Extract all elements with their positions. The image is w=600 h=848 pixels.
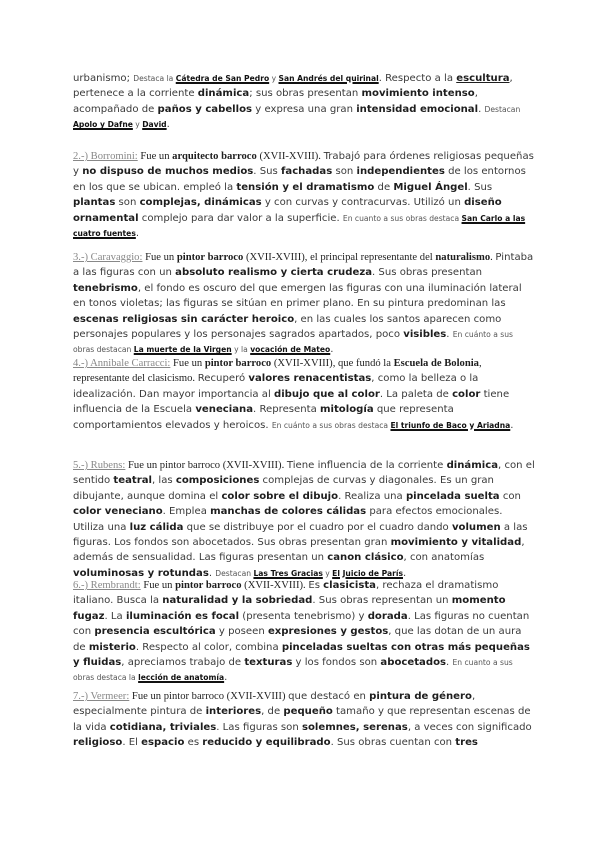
text: Tiene influencia de la corriente <box>286 460 447 471</box>
text: (XVII-XVIII). <box>256 151 324 162</box>
text: (XVII-XVIII). <box>241 580 309 591</box>
text: . Representa <box>253 404 320 416</box>
text: . Las figuras no cuentan con <box>73 610 530 638</box>
text: . <box>224 672 228 684</box>
keyword: complejas, dinámicas <box>139 197 262 209</box>
text: Fue un <box>142 252 177 263</box>
text: , rechaza el dramatismo italiano. Busca la <box>73 580 499 607</box>
text: para efectos emocionales. Utiliza una <box>73 506 503 533</box>
text: Fue un <box>170 358 205 369</box>
keyword: dinámica <box>446 460 499 471</box>
keyword: dinámica <box>197 88 250 100</box>
small-text: y <box>269 74 279 83</box>
keyword: pinceladas sueltas con otras más pequeñas y fluidas <box>73 641 530 669</box>
text: complejo para dar valor a la superficie. <box>138 212 343 224</box>
text: , con el sentido <box>73 460 535 487</box>
work-title: San Andrés del quirinal <box>278 74 379 83</box>
small-text: y la <box>231 345 251 355</box>
small-text: Destacan <box>484 104 521 114</box>
work-title: lección de anatomía <box>138 673 225 683</box>
keyword: espacio <box>141 737 185 749</box>
text: , en las cuales los santos aparecen como personajes populares y los personajes sagrados apartados, poco <box>73 313 502 341</box>
text: urbanismo; <box>73 73 134 84</box>
text: (XVII-XVIII), que fundó la <box>271 358 394 369</box>
text: , como la belleza o la idealización. Dan mayor importancia al <box>73 373 479 400</box>
text: . <box>510 419 514 431</box>
keyword: volumen <box>451 521 501 533</box>
paragraph-borromini <box>73 149 535 241</box>
text: de <box>374 181 394 193</box>
text: , de <box>261 706 284 718</box>
keyword: teatral <box>113 475 152 487</box>
text: (XVII-XVIII), el principal representante del <box>243 252 436 263</box>
text: , apreciamos trabajo de <box>121 657 245 669</box>
text: . Sus <box>467 181 493 193</box>
keyword: independientes <box>356 166 445 178</box>
work-title: Las Tres Gracias <box>253 568 323 578</box>
text: . <box>403 567 407 579</box>
text: . <box>208 567 216 579</box>
keyword: tres <box>455 737 478 749</box>
text: . Sus <box>253 166 281 178</box>
work-title: Cátedra de San Pedro <box>175 74 270 83</box>
work-title: vocación de Mateo <box>250 345 331 355</box>
keyword: voluminosas y rotundas <box>73 567 209 579</box>
text: complejas de curvas y diagonales. Es un gran dibujante, aunque domina el <box>73 475 494 502</box>
text: . <box>490 252 496 263</box>
work-title: La muerte de la Virgen <box>133 345 232 355</box>
text: , pertenece a la corriente <box>73 73 513 100</box>
keyword: pintor barroco <box>204 358 272 369</box>
text: . <box>478 103 485 115</box>
keyword: fachadas <box>281 166 333 178</box>
text: Fue un <box>137 151 173 162</box>
section-heading: 4.-) Annibale Carracci: <box>73 358 171 369</box>
text: . <box>135 228 140 240</box>
work-title: David <box>142 120 167 130</box>
keyword: dibujo que al color <box>274 388 380 400</box>
keyword: luz cálida <box>129 521 184 533</box>
section-heading: 2.-) Borromini: <box>73 151 138 162</box>
keyword: presencia escultórica <box>94 626 216 638</box>
text: . Sus obras representan un <box>312 595 452 607</box>
text: . <box>446 657 453 669</box>
paragraph-rembrandt <box>73 578 535 686</box>
section-heading: 6.-) Rembrandt: <box>73 580 141 591</box>
keyword: intensidad emocional <box>356 103 479 115</box>
text: , especialmente pintura de <box>73 691 476 718</box>
keyword: religioso <box>73 737 123 749</box>
work-title: El triunfo de Baco y Ariadna <box>390 420 511 430</box>
small-text: En cuánto a sus obras destaca <box>271 420 391 430</box>
keyword: naturalismo <box>435 252 491 263</box>
keyword: pintor barroco <box>176 252 244 263</box>
text: . <box>166 119 170 131</box>
text: , con anatomías <box>403 552 485 564</box>
text: a las figuras. Los fondos son abocetados. Sus obras presentan gran <box>73 521 528 549</box>
text: , además de sensualidad. Las figuras presentan un <box>73 537 525 564</box>
keyword: texturas <box>244 657 293 669</box>
text: . Sus obras cuentan con <box>330 737 456 749</box>
keyword: plantas <box>73 197 116 209</box>
keyword: solemnes, serenas <box>301 721 408 733</box>
keyword: composiciones <box>175 475 260 487</box>
keyword: manchas de colores cálidas <box>210 506 367 518</box>
small-text: y <box>322 568 333 578</box>
text: tamaño y que representan escenas de la vida <box>73 706 531 733</box>
text: , a veces con significado <box>407 721 532 733</box>
keyword: pincelada suelta <box>405 490 500 502</box>
keyword: movimiento y vitalidad <box>390 537 522 549</box>
text: son <box>115 197 140 209</box>
work-title: Apolo y Dafne <box>73 120 133 130</box>
text: que se distribuye por el cuadro por el cuadro dando <box>183 521 452 533</box>
text: y expresa una gran <box>252 103 357 115</box>
text: tiene influencia de la Escuela <box>73 388 510 416</box>
text: , que las dotan de un aura de <box>73 626 522 653</box>
text: , las <box>151 475 176 487</box>
paragraph-bernini-end <box>73 71 535 133</box>
text: . Respecto al color, combina <box>135 641 282 653</box>
keyword: pintor barroco <box>175 580 242 591</box>
keyword: color veneciano <box>73 506 163 518</box>
keyword: cotidiana, triviales <box>109 721 217 733</box>
text: Es <box>308 580 324 591</box>
keyword: interiores <box>205 706 262 718</box>
text: que representa comportamientos elevados y heroicos. <box>73 404 454 431</box>
paragraph-vermeer <box>73 689 535 751</box>
section-heading: 7.-) Vermeer: <box>73 691 130 702</box>
text: . Las figuras son <box>216 721 302 733</box>
small-text: En cuánto a sus obras destacan <box>73 330 514 355</box>
keyword: diseño ornamental <box>73 197 502 224</box>
keyword: veneciana <box>195 404 254 416</box>
keyword: mitología <box>320 404 374 416</box>
keyword: movimiento intenso <box>361 88 475 100</box>
text: Fue un pintor barroco (XVII-XVIII). <box>125 460 287 471</box>
keyword: escultura <box>456 73 510 84</box>
keyword: valores renacentistas <box>248 373 372 385</box>
keyword: color <box>452 388 481 400</box>
text: Recuperó <box>197 373 249 385</box>
text: . La paleta de <box>379 388 453 400</box>
keyword: color sobre el dibujo <box>221 490 339 502</box>
keyword: paños y cabellos <box>157 103 253 115</box>
keyword: abocetados <box>380 657 447 669</box>
small-text: En cuanto a sus obras destaca <box>342 213 462 223</box>
text: . La <box>104 610 126 622</box>
text: con <box>499 490 521 502</box>
paragraph-caravaggio <box>73 250 535 358</box>
keyword: expresiones y gestos <box>267 626 389 638</box>
keyword: iluminación es focal <box>125 610 240 622</box>
keyword: naturalidad y la sobriedad <box>162 595 313 607</box>
text: Fue un <box>140 580 176 591</box>
text: Pintaba a las figuras con un <box>73 252 534 279</box>
section-heading: 3.-) Caravaggio: <box>73 252 143 263</box>
text: Trabajó para órdenes religiosas pequeñas y <box>73 151 534 178</box>
keyword: clasicista <box>323 580 376 591</box>
keyword: reducido y equilibrado <box>202 737 331 749</box>
text: . Respecto a la <box>378 73 457 84</box>
text: ; sus obras presentan <box>249 88 362 100</box>
keyword: misterio <box>88 641 136 653</box>
text: . El <box>122 737 142 749</box>
keyword: tenebrismo <box>73 282 138 294</box>
text: y con curvas y contracurvas. Utilizó un <box>261 197 465 209</box>
keyword: canon clásico <box>327 552 404 564</box>
text: , representante del clasicismo. <box>73 358 482 385</box>
keyword: visibles <box>403 329 447 341</box>
keyword: dorada <box>367 610 408 622</box>
small-text: y <box>132 120 143 130</box>
keyword: pintura de género <box>369 691 472 702</box>
keyword: arquitecto barroco <box>172 151 257 162</box>
small-text: Destacan <box>215 568 254 578</box>
paragraph-rubens <box>73 458 535 581</box>
text: . Emplea <box>162 506 211 518</box>
small-text: Destaca la <box>133 74 176 83</box>
text: , el fondo es oscuro del que emergen las figuras con una iluminación lateral en tonos violetas; las figuras se sitúan en primer plano. En su pintura predominan las <box>73 282 522 310</box>
keyword: escenas religiosas sin carácter heroico <box>73 313 295 325</box>
keyword: momento fugaz <box>73 595 506 622</box>
paragraph-carracci <box>73 356 535 433</box>
keyword: absoluto realismo y cierta crudeza <box>175 267 372 279</box>
text: , acompañado de <box>73 88 478 115</box>
text: . Realiza una <box>338 490 406 502</box>
work-title: San Carlo a las cuatro fuentes <box>73 213 526 239</box>
keyword: Escuela de Bolonia <box>393 358 479 369</box>
text: es <box>184 737 203 749</box>
keyword: pequeño <box>283 706 333 718</box>
text: y los fondos son <box>292 657 381 669</box>
small-text: En cuanto a sus obras destaca la <box>73 658 513 683</box>
keyword: no dispuso de muchos medios <box>82 166 254 178</box>
section-heading: 5.-) Rubens: <box>73 460 126 471</box>
text: . Sus obras presentan <box>372 267 483 279</box>
work-title: El Juicio de París <box>332 568 403 578</box>
keyword: tensión y el dramatismo <box>236 181 375 193</box>
text: (presenta tenebrismo) y <box>239 610 368 622</box>
text: y poseen <box>215 626 268 638</box>
text: que destacó en <box>288 691 370 702</box>
keyword: Miguel Ángel <box>393 181 468 193</box>
text: son <box>332 166 357 178</box>
text: . <box>330 344 334 356</box>
text: . <box>446 329 453 341</box>
text: Fue un pintor barroco (XVII-XVIII) <box>129 691 289 702</box>
text: de los entornos en los que se ubican. empleó la <box>73 166 526 193</box>
